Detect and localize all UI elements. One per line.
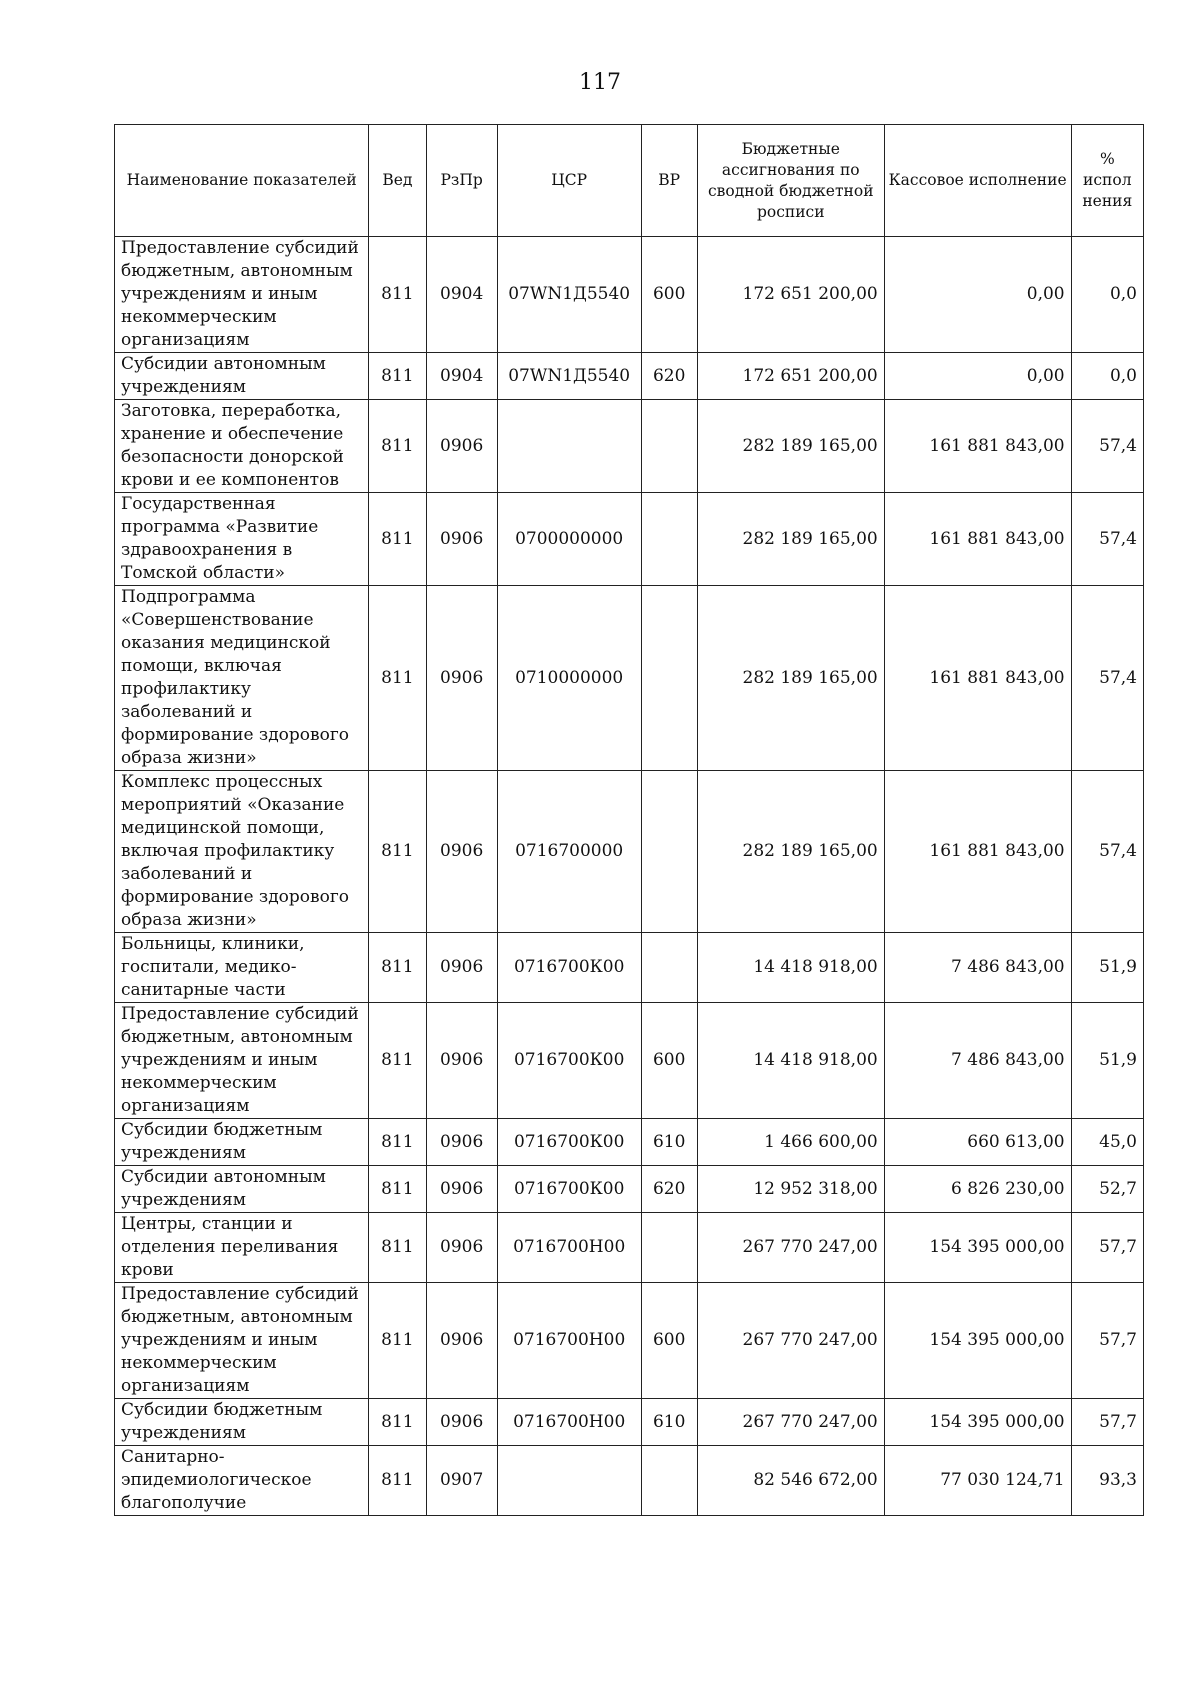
row-ved: 811	[369, 1213, 426, 1283]
row-fact: 7 486 843,00	[884, 1003, 1071, 1119]
header-plan: Бюджетные ассигнования по сводной бюджетной росписи	[697, 125, 884, 237]
row-name: Санитарно-эпидемиологическое благополучие	[115, 1446, 369, 1516]
row-plan: 14 418 918,00	[697, 1003, 884, 1119]
row-vr	[641, 771, 697, 933]
row-fact: 7 486 843,00	[884, 933, 1071, 1003]
row-ved: 811	[369, 1399, 426, 1446]
row-ved: 811	[369, 1003, 426, 1119]
header-vr: ВР	[641, 125, 697, 237]
row-ved: 811	[369, 493, 426, 586]
row-fact: 161 881 843,00	[884, 400, 1071, 493]
row-ved: 811	[369, 1446, 426, 1516]
budget-table	[114, 124, 1144, 1516]
row-plan: 267 770 247,00	[697, 1399, 884, 1446]
row-name: Предоставление субсидий бюджетным, автономным учреждениям и иным некоммерческим организациям	[115, 237, 369, 353]
row-csr: 0716700Н00	[497, 1283, 641, 1399]
row-rzpr: 0906	[426, 1003, 497, 1119]
row-pct: 57,4	[1071, 493, 1143, 586]
row-csr: 0716700Н00	[497, 1213, 641, 1283]
row-pct: 0,0	[1071, 237, 1143, 353]
header-name: Наименование показателей	[115, 125, 369, 237]
row-vr: 610	[641, 1399, 697, 1446]
row-ved: 811	[369, 237, 426, 353]
row-csr	[497, 1446, 641, 1516]
row-ved: 811	[369, 586, 426, 771]
row-rzpr: 0904	[426, 353, 497, 400]
row-rzpr: 0906	[426, 1213, 497, 1283]
row-ved: 811	[369, 1119, 426, 1166]
row-pct: 93,3	[1071, 1446, 1143, 1516]
row-pct: 57,4	[1071, 771, 1143, 933]
row-ved: 811	[369, 933, 426, 1003]
row-fact: 0,00	[884, 237, 1071, 353]
table-row	[115, 933, 1144, 1003]
row-plan: 14 418 918,00	[697, 933, 884, 1003]
row-fact: 161 881 843,00	[884, 493, 1071, 586]
row-csr: 0716700К00	[497, 933, 641, 1003]
row-csr: 0716700К00	[497, 1119, 641, 1166]
row-csr: 0700000000	[497, 493, 641, 586]
row-pct: 51,9	[1071, 933, 1143, 1003]
row-vr: 600	[641, 237, 697, 353]
row-name: Субсидии бюджетным учреждениям	[115, 1119, 369, 1166]
header-fact: Кассовое исполнение	[884, 125, 1071, 237]
row-csr: 0716700К00	[497, 1003, 641, 1119]
row-rzpr: 0904	[426, 237, 497, 353]
row-pct: 57,7	[1071, 1213, 1143, 1283]
row-plan: 82 546 672,00	[697, 1446, 884, 1516]
row-rzpr: 0906	[426, 1166, 497, 1213]
row-name: Государственная программа «Развитие здравоохранения в Томской области»	[115, 493, 369, 586]
row-name: Больницы, клиники, госпитали, медико-санитарные части	[115, 933, 369, 1003]
row-pct: 52,7	[1071, 1166, 1143, 1213]
row-fact: 161 881 843,00	[884, 771, 1071, 933]
row-name: Субсидии автономным учреждениям	[115, 353, 369, 400]
row-fact: 154 395 000,00	[884, 1283, 1071, 1399]
table-row	[115, 353, 1144, 400]
row-ved: 811	[369, 1283, 426, 1399]
table-row	[115, 237, 1144, 353]
row-vr	[641, 1213, 697, 1283]
table-row	[115, 586, 1144, 771]
row-plan: 267 770 247,00	[697, 1213, 884, 1283]
row-rzpr: 0906	[426, 771, 497, 933]
table-header-row	[115, 125, 1144, 237]
row-rzpr: 0906	[426, 933, 497, 1003]
row-name: Комплекс процессных мероприятий «Оказание медицинской помощи, включая профилактику заболеваний и формирование здорового образа жизни»	[115, 771, 369, 933]
row-pct: 57,4	[1071, 586, 1143, 771]
table-row	[115, 1446, 1144, 1516]
row-ved: 811	[369, 400, 426, 493]
row-pct: 57,7	[1071, 1283, 1143, 1399]
row-fact: 0,00	[884, 353, 1071, 400]
row-fact: 77 030 124,71	[884, 1446, 1071, 1516]
row-rzpr: 0906	[426, 493, 497, 586]
header-ved: Вед	[369, 125, 426, 237]
row-vr: 620	[641, 1166, 697, 1213]
row-vr	[641, 493, 697, 586]
table-row	[115, 1119, 1144, 1166]
row-vr	[641, 400, 697, 493]
table-row	[115, 493, 1144, 586]
row-fact: 660 613,00	[884, 1119, 1071, 1166]
row-csr	[497, 400, 641, 493]
row-name: Заготовка, переработка, хранение и обеспечение безопасности донорской крови и ее компонентов	[115, 400, 369, 493]
row-vr: 610	[641, 1119, 697, 1166]
row-ved: 811	[369, 771, 426, 933]
table-row	[115, 1399, 1144, 1446]
row-rzpr: 0906	[426, 586, 497, 771]
row-vr: 600	[641, 1283, 697, 1399]
header-pct: % испол нения	[1071, 125, 1143, 237]
row-vr	[641, 586, 697, 771]
row-plan: 282 189 165,00	[697, 400, 884, 493]
header-csr: ЦСР	[497, 125, 641, 237]
row-ved: 811	[369, 353, 426, 400]
row-name: Субсидии бюджетным учреждениям	[115, 1399, 369, 1446]
row-fact: 154 395 000,00	[884, 1213, 1071, 1283]
row-plan: 172 651 200,00	[697, 237, 884, 353]
table-body	[115, 237, 1144, 1516]
row-fact: 6 826 230,00	[884, 1166, 1071, 1213]
row-plan: 172 651 200,00	[697, 353, 884, 400]
row-csr: 0710000000	[497, 586, 641, 771]
row-pct: 57,4	[1071, 400, 1143, 493]
row-rzpr: 0907	[426, 1446, 497, 1516]
row-csr: 0716700К00	[497, 1166, 641, 1213]
row-vr	[641, 1446, 697, 1516]
row-rzpr: 0906	[426, 1399, 497, 1446]
table-row	[115, 1003, 1144, 1119]
row-rzpr: 0906	[426, 1283, 497, 1399]
row-name: Предоставление субсидий бюджетным, автономным учреждениям и иным некоммерческим организациям	[115, 1283, 369, 1399]
row-plan: 267 770 247,00	[697, 1283, 884, 1399]
row-plan: 1 466 600,00	[697, 1119, 884, 1166]
row-name: Подпрограмма «Совершенствование оказания медицинской помощи, включая профилактику заболеваний и формирование здорового образа жизни»	[115, 586, 369, 771]
row-csr: 07WN1Д5540	[497, 353, 641, 400]
row-pct: 57,7	[1071, 1399, 1143, 1446]
row-pct: 51,9	[1071, 1003, 1143, 1119]
row-name: Предоставление субсидий бюджетным, автономным учреждениям и иным некоммерческим организациям	[115, 1003, 369, 1119]
row-csr: 07WN1Д5540	[497, 237, 641, 353]
table-row	[115, 1166, 1144, 1213]
row-vr: 600	[641, 1003, 697, 1119]
table-row	[115, 400, 1144, 493]
row-ved: 811	[369, 1166, 426, 1213]
table-row	[115, 771, 1144, 933]
row-rzpr: 0906	[426, 400, 497, 493]
row-plan: 282 189 165,00	[697, 586, 884, 771]
table-row	[115, 1213, 1144, 1283]
row-fact: 161 881 843,00	[884, 586, 1071, 771]
row-pct: 45,0	[1071, 1119, 1143, 1166]
header-rzpr: РзПр	[426, 125, 497, 237]
row-vr	[641, 933, 697, 1003]
row-vr: 620	[641, 353, 697, 400]
table-row	[115, 1283, 1144, 1399]
row-csr: 0716700Н00	[497, 1399, 641, 1446]
row-plan: 282 189 165,00	[697, 493, 884, 586]
row-name: Центры, станции и отделения переливания крови	[115, 1213, 369, 1283]
row-csr: 0716700000	[497, 771, 641, 933]
row-plan: 282 189 165,00	[697, 771, 884, 933]
page-number: 117	[579, 70, 621, 95]
row-rzpr: 0906	[426, 1119, 497, 1166]
row-pct: 0,0	[1071, 353, 1143, 400]
row-fact: 154 395 000,00	[884, 1399, 1071, 1446]
row-plan: 12 952 318,00	[697, 1166, 884, 1213]
row-name: Субсидии автономным учреждениям	[115, 1166, 369, 1213]
